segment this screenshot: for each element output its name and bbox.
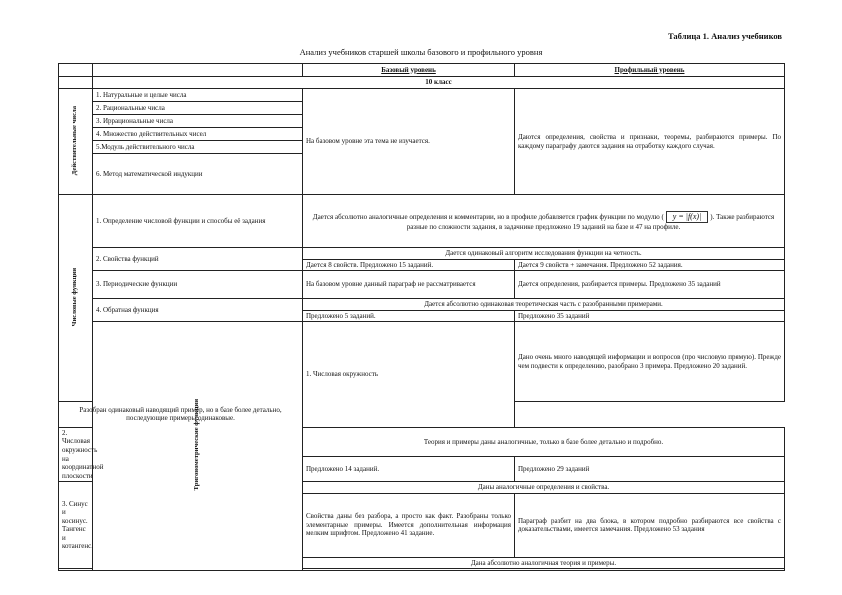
topic-cell: 2. Рациональные числа [93, 102, 303, 115]
common-cell: Дается одинаковый алгоритм исследования функции на четность. [303, 248, 785, 260]
topic-cell: 4. Обратная функция [93, 299, 303, 322]
analysis-table [58, 63, 785, 571]
profile-cell: Даются определения, свойства и признаки, теоремы, разбираются примеры. По каждому параграфу даются задания на отработку каждого случая. [515, 89, 785, 195]
spacer-cell [303, 569, 785, 571]
table-row [59, 271, 785, 299]
basic-cell: Предложено 5 заданий. [303, 310, 515, 322]
basic-cell: Дано очень много наводящей информации и вопросов (про числовую прямую). Прежде чем подвести к определению, разобрано 3 примера. Предложено 20 заданий. [515, 322, 785, 402]
table-row [59, 195, 785, 248]
section-label-real-numbers [59, 89, 93, 195]
basic-cell: На базовом уровне данный параграф не рассматривается [303, 271, 515, 299]
basic-cell: Дается 8 свойств. Предложено 15 заданий. [303, 259, 515, 271]
table-caption: Таблица 1. Анализ учебников [667, 31, 782, 41]
section-label-text: Тригонометрические функции [193, 399, 201, 491]
common-text: Дается абсолютно аналогичные определения и комментарии, но в профиле добавляется график функции по модулю ( [312, 212, 664, 221]
common-cell: Разобран одинаковый наводящий пример, но в базе более детально, последующие примеры одинаковые. [59, 401, 303, 427]
grade-label: 10 класс [93, 77, 785, 89]
profile-cell: Дается 9 свойств + замечания. Предложено 52 задания. [515, 259, 785, 271]
topic-cell: 1. Натуральные и целые числа [93, 89, 303, 102]
grade-row [59, 77, 785, 89]
table-row [59, 89, 785, 102]
topic-cell: 6. Метод математической индукции [93, 154, 303, 195]
basic-cell: Предложено 14 заданий. [303, 457, 515, 482]
spacer-cell [59, 569, 93, 571]
header-profile-level: Профильный уровень [515, 64, 785, 77]
topic-cell: 3. Синус и косинус. Тангенс и котангенс. [59, 482, 93, 569]
page-title: Анализ учебников старшей школы базового и профильного уровня [299, 47, 543, 57]
topic-cell: 3. Периодические функции [93, 271, 303, 299]
basic-cell: Свойства даны без разбора, а просто как факт. Разобраны только элементарные примеры. Имеется дополнительная информация мелким шрифтом. Предложено 41 задание. [303, 493, 515, 557]
common-cell [303, 195, 785, 248]
table-row [59, 299, 785, 311]
basic-cell: На базовом уровне эта тема не изучается. [303, 89, 515, 195]
common-cell: Теория и примеры даны аналогичные, только в базе более детально и подробно. [303, 427, 785, 456]
topic-cell: 1. Числовая окружность [303, 322, 515, 428]
table-row [59, 322, 785, 402]
profile-cell: Предложено 35 заданий [515, 310, 785, 322]
profile-cell: Предложено 29 заданий [515, 457, 785, 482]
grade-empty-cell [59, 77, 93, 89]
header-empty-cell [93, 64, 303, 77]
common-cell: Дана абсолютно аналогичная теория и примеры. [303, 557, 785, 569]
profile-cell: Параграф разбит на два блока, в котором подробно разбираются все свойства с доказательствами, имеется замечания. Предложено 53 задания [515, 493, 785, 557]
header-row [59, 64, 785, 77]
formula-abs-function: y = |f(x)| [666, 211, 708, 223]
common-cell: Дается абсолютно одинаковая теоретическая часть с разобранными примерами. [303, 299, 785, 311]
section-label-text: Действительные числа [71, 105, 79, 175]
header-empty-cell [59, 64, 93, 77]
header-basic-level: Базовый уровень [303, 64, 515, 77]
topic-cell: 4. Множество действительных чисел [93, 128, 303, 141]
topic-cell: 5.Модуль действительного числа [93, 141, 303, 154]
section-label-text: Числовые функции [71, 267, 79, 326]
common-text: ). Также разбираются разные по сложности задания, в задачнике предложено 19 заданий на базе и 47 на профиле. [406, 212, 775, 231]
topic-cell: 2. Свойства функций [93, 248, 303, 271]
profile-cell: Дается определения, разбирается примеры. Предложено 35 заданий [515, 271, 785, 299]
common-cell: Даны аналогичные определения и свойства. [303, 482, 785, 494]
section-label-trig-functions [93, 322, 303, 571]
topic-cell: 2. Числовая окружность на координатной плоскости [59, 427, 93, 481]
topic-cell: 3. Иррациональные числа [93, 115, 303, 128]
topic-cell: 1. Определение числовой функции и способы её задания [93, 195, 303, 248]
table-row [59, 248, 785, 260]
section-label-numeric-functions [59, 195, 93, 402]
